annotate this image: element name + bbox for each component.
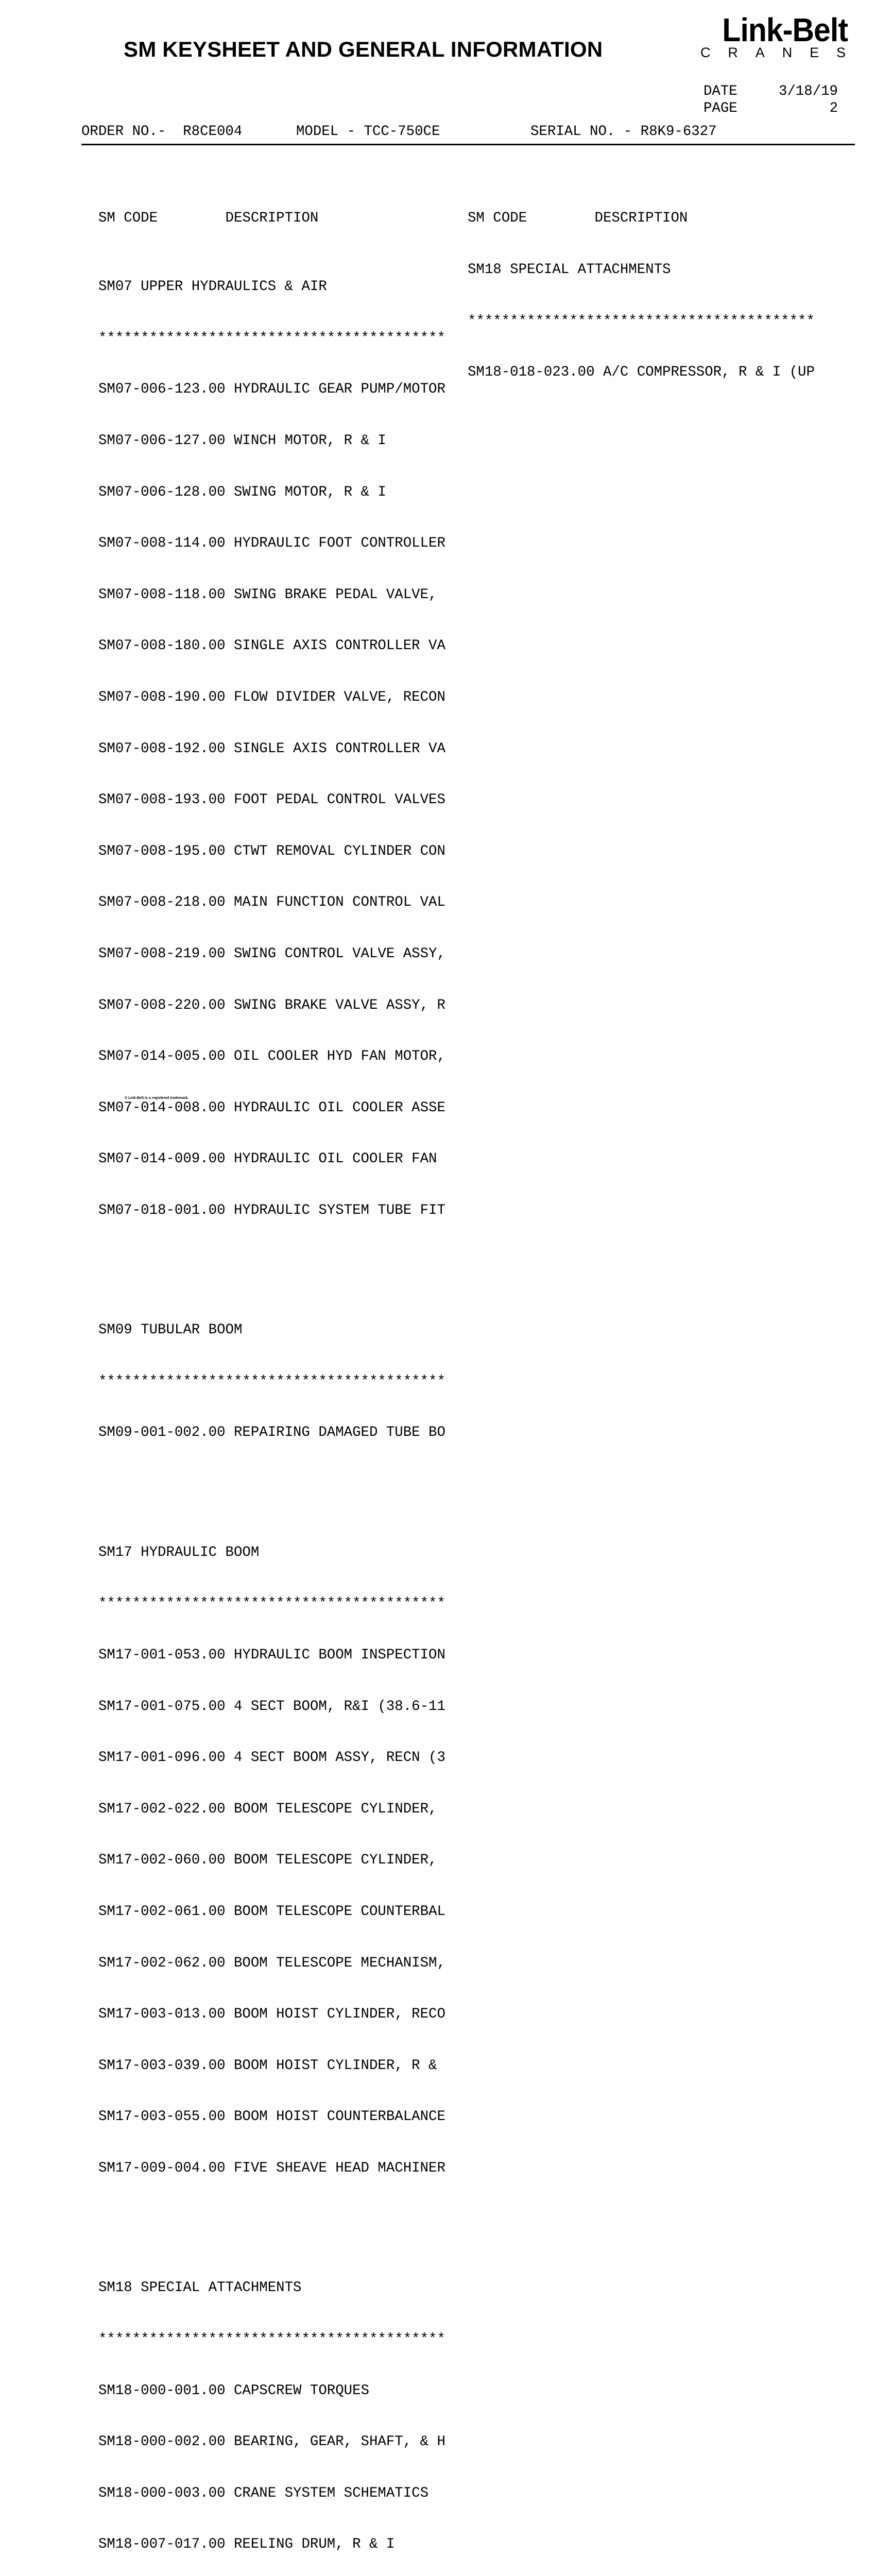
section-heading: SM18 SPECIAL ATTACHMENTS bbox=[468, 262, 671, 278]
list-item: SM07-008-220.00 SWING BRAKE VALVE ASSY, R bbox=[98, 997, 445, 1013]
list-item: SM18-007-017.00 REELING DRUM, R & I bbox=[98, 2536, 395, 2553]
list-item: SM07-008-193.00 FOOT PEDAL CONTROL VALVES bbox=[98, 792, 445, 808]
section-heading: SM07 UPPER HYDRAULICS & AIR bbox=[98, 279, 327, 295]
logo-letter: A bbox=[755, 45, 765, 60]
logo-wordmark: Link-Belt bbox=[722, 11, 848, 48]
page-number: 2 bbox=[829, 100, 838, 116]
list-item: SM17-003-039.00 BOOM HOIST CYLINDER, R & bbox=[98, 2057, 437, 2074]
list-item: SM07-006-127.00 WINCH MOTOR, R & I bbox=[98, 432, 386, 449]
list-item: SM07-008-114.00 HYDRAULIC FOOT CONTROLLER bbox=[98, 535, 445, 552]
list-item: SM17-001-096.00 4 SECT BOOM ASSY, RECN (3 bbox=[98, 1750, 445, 1766]
serial-number: SERIAL NO. - R8K9-6327 bbox=[530, 124, 717, 140]
right-column bbox=[468, 176, 815, 398]
list-item: SM07-008-180.00 SINGLE AXIS CONTROLLER VA bbox=[98, 638, 445, 654]
page-title: SM KEYSHEET AND GENERAL INFORMATION bbox=[124, 37, 603, 61]
section-divider: ***************************************** bbox=[98, 1596, 445, 1612]
section-divider: ***************************************** bbox=[98, 1373, 445, 1389]
page-label: PAGE bbox=[704, 100, 737, 116]
list-item: SM17-002-062.00 BOOM TELESCOPE MECHANISM, bbox=[98, 1955, 445, 1971]
list-item: SM07-008-218.00 MAIN FUNCTION CONTROL VAL bbox=[98, 894, 445, 911]
list-item: SM07-008-219.00 SWING CONTROL VALVE ASSY, bbox=[98, 945, 445, 962]
list-item: SM18-018-023.00 A/C COMPRESSOR, R & I (UP bbox=[468, 364, 815, 381]
list-item: SM07-008-195.00 CTWT REMOVAL CYLINDER CON bbox=[98, 843, 445, 859]
logo-letter: S bbox=[836, 45, 846, 60]
section-heading: SM09 TUBULAR BOOM bbox=[98, 1322, 243, 1338]
list-item: SM07-018-001.00 HYDRAULIC SYSTEM TUBE FIT bbox=[98, 1202, 445, 1218]
list-item: SM07-014-008.00 HYDRAULIC OIL COOLER ASSE bbox=[98, 1099, 445, 1116]
section-heading: SM18 SPECIAL ATTACHMENTS bbox=[98, 2280, 302, 2296]
section-divider: ***************************************** bbox=[98, 2331, 445, 2347]
section-heading: SM17 HYDRAULIC BOOM bbox=[98, 1544, 260, 1561]
date-value: 3/18/19 bbox=[778, 83, 838, 99]
link-belt-cranes-logo bbox=[693, 11, 848, 60]
date-label: DATE bbox=[704, 83, 737, 99]
header-divider bbox=[81, 144, 855, 145]
model-number: MODEL - TCC-750CE bbox=[296, 124, 440, 140]
list-item: SM17-003-055.00 BOOM HOIST COUNTERBALANCE bbox=[98, 2109, 445, 2125]
list-item: SM17-001-075.00 4 SECT BOOM, R&I (38.6-11 bbox=[98, 1698, 445, 1715]
list-item: SM07-006-123.00 HYDRAULIC GEAR PUMP/MOTOR bbox=[98, 381, 445, 398]
list-item: SM17-001-053.00 HYDRAULIC BOOM INSPECTION bbox=[98, 1647, 445, 1664]
list-item: SM17-002-061.00 BOOM TELESCOPE COUNTERBAL bbox=[98, 1904, 445, 1920]
list-item: SM07-006-128.00 SWING MOTOR, R & I bbox=[98, 484, 386, 500]
list-item: SM18-000-003.00 CRANE SYSTEM SCHEMATICS bbox=[98, 2485, 429, 2501]
list-item: SM18-000-002.00 BEARING, GEAR, SHAFT, & H bbox=[98, 2434, 445, 2450]
trademark-footnote: ® Link-Belt is a registered trademark. bbox=[125, 1096, 189, 1100]
list-item: SM07-014-005.00 OIL COOLER HYD FAN MOTOR, bbox=[98, 1048, 445, 1065]
column-header: SM CODE DESCRIPTION bbox=[468, 210, 688, 227]
logo-letter: N bbox=[782, 45, 793, 60]
list-item: SM18-000-001.00 CAPSCREW TORQUES bbox=[98, 2382, 369, 2399]
list-item: SM17-002-022.00 BOOM TELESCOPE CYLINDER, bbox=[98, 1801, 437, 1817]
section-divider: ***************************************** bbox=[468, 313, 815, 329]
list-item: SM07-008-118.00 SWING BRAKE PEDAL VALVE, bbox=[98, 586, 437, 603]
left-column bbox=[98, 176, 445, 2576]
section-divider: ***************************************** bbox=[98, 330, 445, 346]
list-item: SM17-002-060.00 BOOM TELESCOPE CYLINDER, bbox=[98, 1852, 437, 1869]
column-header: SM CODE DESCRIPTION bbox=[98, 210, 319, 227]
list-item: SM17-003-013.00 BOOM HOIST CYLINDER, RECO bbox=[98, 2006, 445, 2023]
list-item: SM17-009-004.00 FIVE SHEAVE HEAD MACHINER bbox=[98, 2160, 445, 2176]
list-item: SM07-014-009.00 HYDRAULIC OIL COOLER FAN bbox=[98, 1151, 437, 1167]
logo-letter: C bbox=[700, 45, 711, 60]
list-item: SM07-008-192.00 SINGLE AXIS CONTROLLER VA bbox=[98, 740, 445, 757]
list-item: SM09-001-002.00 REPAIRING DAMAGED TUBE BO bbox=[98, 1425, 445, 1441]
order-number: ORDER NO.- R8CE004 bbox=[81, 124, 243, 140]
list-item: SM07-008-190.00 FLOW DIVIDER VALVE, RECON bbox=[98, 689, 445, 705]
logo-letter: R bbox=[728, 45, 738, 60]
logo-letter: E bbox=[810, 45, 819, 60]
